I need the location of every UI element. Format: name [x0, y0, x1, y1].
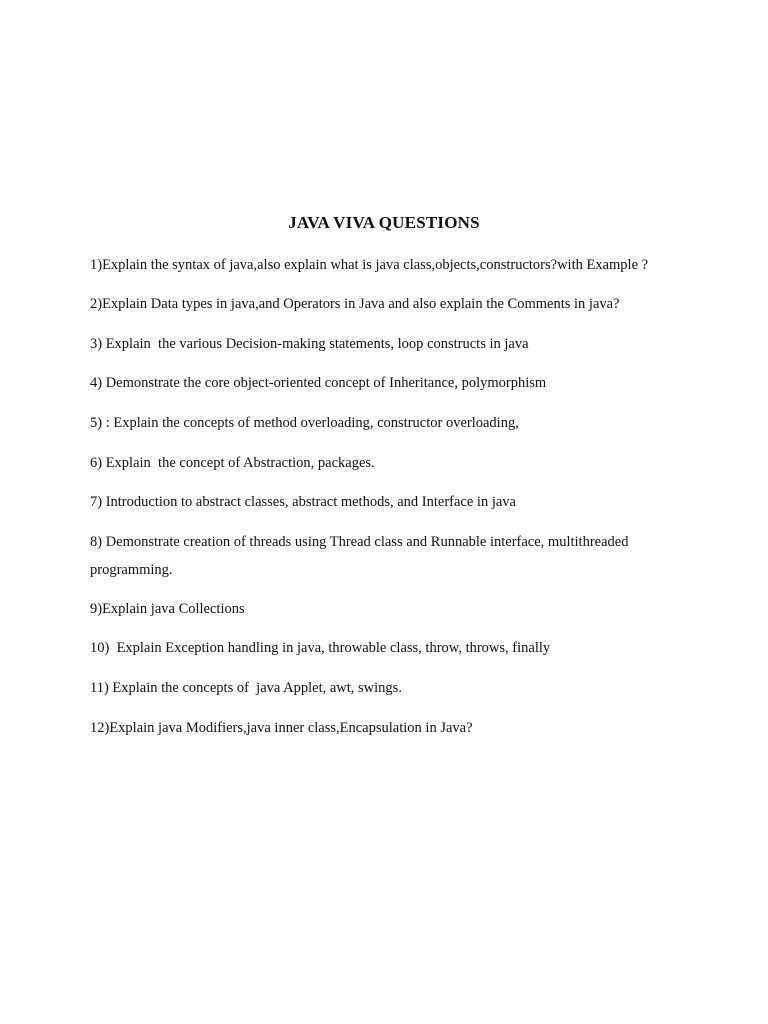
- question-item: 1)Explain the syntax of java,also explain what is java class,objects,constructors?with Example ?: [90, 257, 649, 273]
- question-item: 6) Explain the concept of Abstraction, packages.: [90, 455, 375, 471]
- question-item: 7) Introduction to abstract classes, abstract methods, and Interface in java: [90, 494, 516, 510]
- question-item: 10) Explain Exception handling in java, throwable class, throw, throws, finally: [90, 640, 551, 656]
- question-item: 11) Explain the concepts of java Applet, awt, swings.: [90, 680, 402, 696]
- question-item: 3) Explain the various Decision-making statements, loop constructs in java: [90, 336, 529, 352]
- question-item: 2)Explain Data types in java,and Operators in Java and also explain the Comments in java?: [90, 296, 620, 312]
- question-item: 4) Demonstrate the core object-oriented concept of Inheritance, polymorphism: [90, 375, 547, 391]
- question-item: 8) Demonstrate creation of threads using Thread class and Runnable interface, multithreaded programming.: [90, 534, 633, 578]
- question-item: 12)Explain java Modifiers,java inner class,Encapsulation in Java?: [90, 720, 473, 736]
- question-item: 9)Explain java Collections: [90, 601, 245, 617]
- page-title: JAVA VIVA QUESTIONS: [288, 213, 480, 232]
- question-item: 5) : Explain the concepts of method overloading, constructor overloading,: [90, 415, 519, 431]
